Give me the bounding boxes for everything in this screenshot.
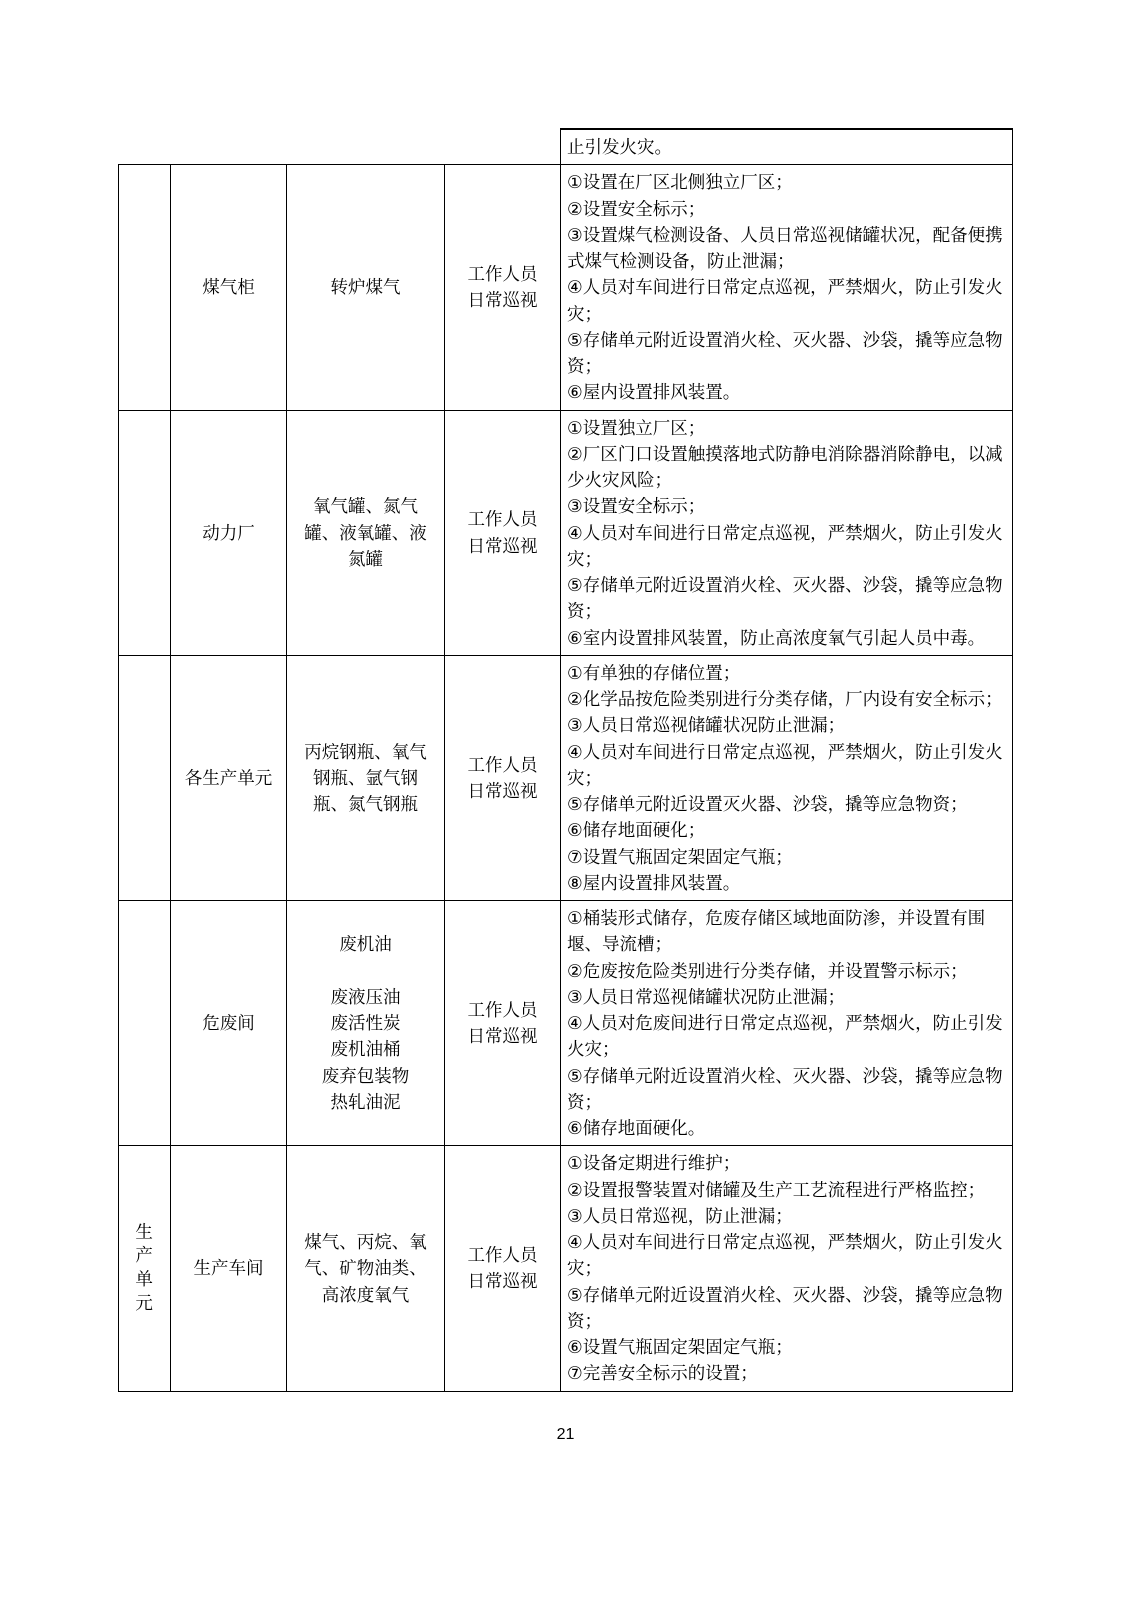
measure-line: ①桶装形式储存，危废存储区域地面防渗，并设置有围堰、导流槽； bbox=[567, 908, 986, 955]
continuation-spacer-4 bbox=[445, 129, 561, 165]
continuation-spacer bbox=[119, 129, 171, 165]
cell-patrol bbox=[445, 165, 561, 410]
table-body bbox=[119, 129, 1013, 1391]
cell-patrol bbox=[445, 410, 561, 655]
cell-place: 生产车间 bbox=[171, 1146, 287, 1391]
matter-line: 钢瓶、氩气钢 bbox=[313, 767, 418, 788]
matter-line: 废弃包装物 bbox=[321, 1065, 410, 1086]
matter-line: 煤气、丙烷、氧 bbox=[304, 1232, 427, 1252]
cell-place: 煤气柜 bbox=[171, 165, 287, 410]
matter-line: 废活性炭 bbox=[330, 1013, 401, 1033]
matter-line: 废机油桶 bbox=[330, 1039, 401, 1060]
continuation-spacer-2 bbox=[171, 129, 287, 165]
measure-line: ②设置报警装置对储罐及生产工艺流程进行严格监控； bbox=[567, 1179, 986, 1200]
cell-unit bbox=[119, 901, 171, 1146]
measure-line: ⑤存储单元附近设置消火栓、灭火器、沙袋，撬等应急物资； bbox=[567, 329, 1003, 376]
safety-measures-table bbox=[118, 128, 1013, 1392]
matter-line: 热轧油泥 bbox=[330, 1091, 401, 1112]
matter-line: 废机油 bbox=[339, 934, 392, 955]
cell-measures bbox=[561, 165, 1013, 410]
cell-matter bbox=[287, 1146, 445, 1391]
continuation-spacer-3 bbox=[287, 129, 445, 165]
measure-line: ④人员对车间进行日常定点巡视，严禁烟火，防止引发火灾； bbox=[567, 741, 1003, 788]
cell-place: 动力厂 bbox=[171, 410, 287, 655]
table-row bbox=[119, 1146, 1013, 1391]
measure-line: ②厂区门口设置触摸落地式防静电消除器消除静电，以减少火灾风险； bbox=[567, 443, 1003, 490]
patrol-line: 工作人员 bbox=[467, 509, 538, 530]
measure-line: ④人员对车间进行日常定点巡视，严禁烟火，防止引发火灾； bbox=[567, 522, 1003, 569]
measure-line: ⑤存储单元附近设置消火栓、灭火器、沙袋，撬等应急物资； bbox=[567, 575, 1003, 622]
patrol-line: 日常巡视 bbox=[467, 290, 538, 311]
measure-line: ⑤存储单元附近设置消火栓、灭火器、沙袋，撬等应急物资； bbox=[567, 1284, 1003, 1331]
cell-place: 各生产单元 bbox=[171, 655, 287, 900]
measure-line: ④人员对车间进行日常定点巡视，严禁烟火，防止引发火灾； bbox=[567, 277, 1003, 324]
matter-line: 高浓度氧气 bbox=[321, 1284, 410, 1305]
cell-unit bbox=[119, 165, 171, 410]
measure-line: ②设置安全标示； bbox=[567, 198, 706, 219]
measure-line: ③人员日常巡视储罐状况防止泄漏； bbox=[567, 715, 846, 736]
measure-line: ⑥屋内设置排风装置。 bbox=[567, 382, 741, 403]
measure-line: ⑧屋内设置排风装置。 bbox=[567, 872, 741, 893]
cell-unit bbox=[119, 655, 171, 900]
measure-line: ⑥设置气瓶固定架固定气瓶； bbox=[567, 1337, 793, 1357]
matter-line: 罐、液氧罐、液 bbox=[304, 522, 427, 543]
cell-matter bbox=[287, 410, 445, 655]
cell-matter bbox=[287, 655, 445, 900]
measure-line: ①设置在厂区北侧独立厂区； bbox=[567, 172, 793, 193]
measure-line: ①设备定期进行维护； bbox=[567, 1153, 741, 1174]
measure-line: ⑥储存地面硬化。 bbox=[567, 1118, 706, 1138]
patrol-line: 日常巡视 bbox=[467, 535, 538, 556]
table-row bbox=[119, 901, 1013, 1146]
cell-measures bbox=[561, 901, 1013, 1146]
cell-patrol bbox=[445, 1146, 561, 1391]
patrol-line: 工作人员 bbox=[467, 754, 538, 775]
cell-place: 危废间 bbox=[171, 901, 287, 1146]
cell-matter bbox=[287, 901, 445, 1146]
matter-line: 丙烷钢瓶、氧气 bbox=[304, 741, 427, 762]
measure-line: ④人员对危废间进行日常定点巡视，严禁烟火，防止引发火灾； bbox=[567, 1013, 1003, 1060]
measure-line: ③人员日常巡视，防止泄漏； bbox=[567, 1205, 793, 1226]
matter-line: 氮罐 bbox=[348, 548, 383, 569]
table-row bbox=[119, 410, 1013, 655]
patrol-line: 日常巡视 bbox=[467, 1271, 538, 1292]
table-row-continuation bbox=[119, 129, 1013, 165]
cell-patrol bbox=[445, 901, 561, 1146]
matter-line: 氧气罐、氮气 bbox=[313, 496, 418, 517]
table-row bbox=[119, 165, 1013, 410]
measure-line: ③人员日常巡视储罐状况防止泄漏； bbox=[567, 986, 846, 1007]
measure-line: ⑤存储单元附近设置灭火器、沙袋，撬等应急物资； bbox=[567, 794, 968, 814]
measure-line: ⑦完善安全标示的设置； bbox=[567, 1363, 758, 1384]
measure-line: ④人员对车间进行日常定点巡视，严禁烟火，防止引发火灾； bbox=[567, 1232, 1003, 1279]
measure-line: ⑥储存地面硬化； bbox=[567, 820, 706, 841]
measure-line: ①有单独的存储位置； bbox=[567, 662, 741, 683]
cell-patrol bbox=[445, 655, 561, 900]
measure-line: ②危废按危险类别进行分类存储，并设置警示标示； bbox=[567, 960, 968, 981]
page-number: 21 bbox=[556, 1425, 575, 1443]
measure-line: ②化学品按危险类别进行分类存储，厂内设有安全标示； bbox=[567, 689, 1003, 709]
matter-line: 气、矿物油类、 bbox=[304, 1258, 427, 1279]
patrol-line: 工作人员 bbox=[467, 264, 538, 285]
patrol-line: 日常巡视 bbox=[467, 1026, 538, 1047]
matter-line: 废液压油 bbox=[330, 986, 401, 1007]
measure-line: ⑦设置气瓶固定架固定气瓶； bbox=[567, 846, 793, 867]
cell-matter bbox=[287, 165, 445, 410]
cell-unit bbox=[119, 1146, 171, 1391]
matter-line: 转炉煤气 bbox=[330, 277, 401, 298]
measure-line: ③设置煤气检测设备、人员日常巡视储罐状况，配备便携式煤气检测设备，防止泄漏； bbox=[567, 224, 1003, 271]
matter-line-spacer bbox=[293, 958, 438, 984]
cell-unit bbox=[119, 410, 171, 655]
measure-line: ⑤存储单元附近设置消火栓、灭火器、沙袋，撬等应急物资； bbox=[567, 1065, 1003, 1112]
measure-line: ③设置安全标示； bbox=[567, 496, 706, 517]
cell-measures bbox=[561, 1146, 1013, 1391]
measure-line: ⑥室内设置排风装置，防止高浓度氧气引起人员中毒。 bbox=[567, 627, 986, 648]
unit-label: 生 产 单 元 bbox=[135, 1221, 154, 1313]
cell-measures bbox=[561, 655, 1013, 900]
table-row bbox=[119, 655, 1013, 900]
patrol-line: 日常巡视 bbox=[467, 780, 538, 801]
matter-line: 瓶、氮气钢瓶 bbox=[313, 794, 418, 814]
measure-line: ①设置独立厂区； bbox=[567, 417, 706, 438]
patrol-line: 工作人员 bbox=[467, 999, 538, 1020]
patrol-line: 工作人员 bbox=[467, 1245, 538, 1266]
cell-measures bbox=[561, 410, 1013, 655]
continuation-measure-text: 止引发火灾。 bbox=[561, 129, 1013, 165]
